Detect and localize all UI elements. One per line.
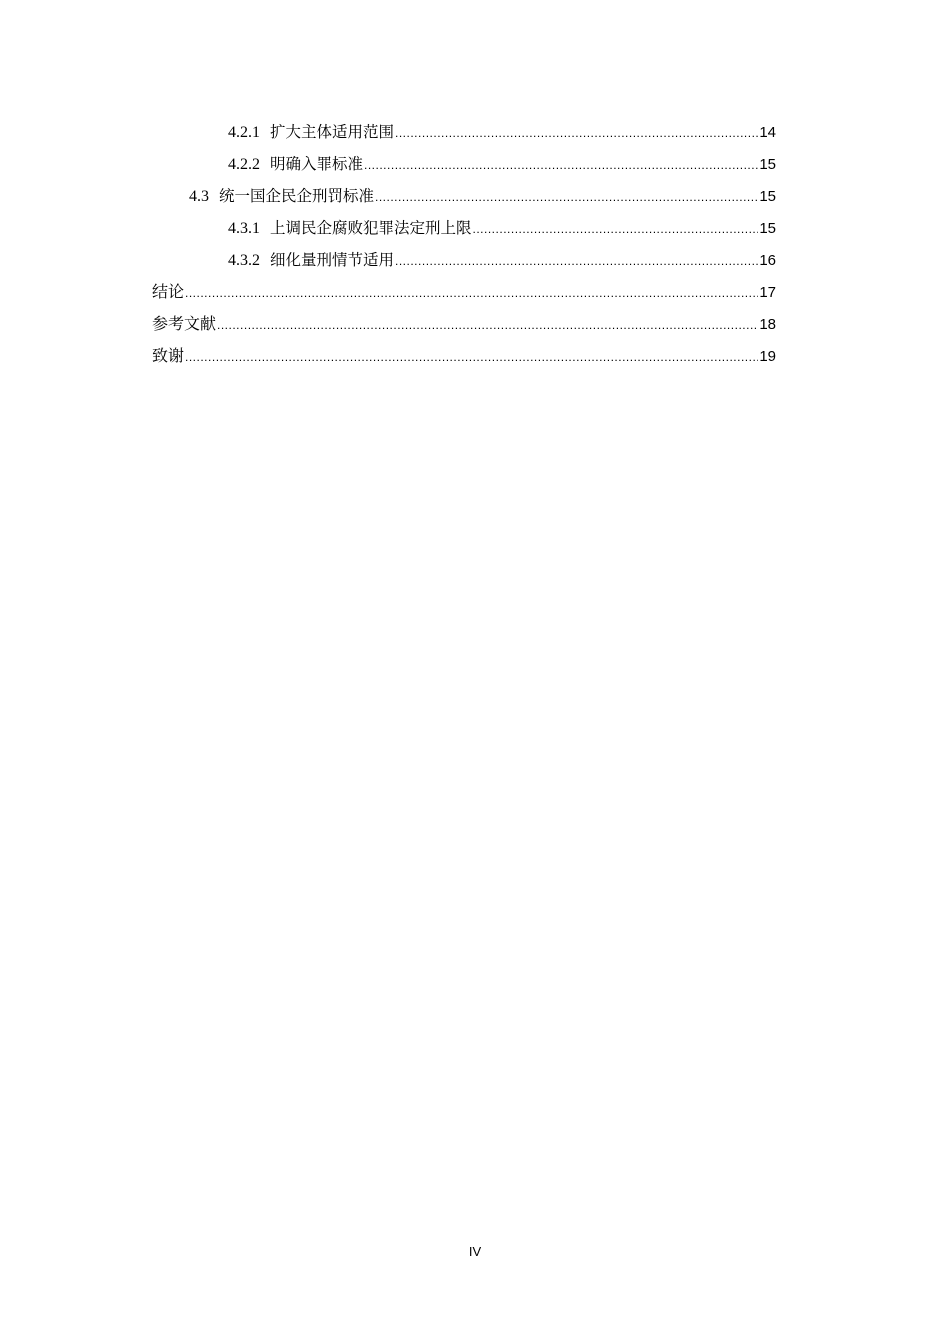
- toc-entry-title: 明确入罪标准: [270, 155, 364, 173]
- toc-entry-conclusion[interactable]: [152, 276, 776, 308]
- toc-entry-number: 4.3: [189, 188, 209, 205]
- dot-leader: [364, 149, 758, 181]
- toc-entry-page: 14: [759, 124, 776, 141]
- toc-entry-page: 18: [759, 316, 776, 333]
- toc-entry-acknowledgements[interactable]: [152, 340, 776, 372]
- toc-entry-page: 17: [759, 284, 776, 301]
- toc-entry-page: 15: [759, 188, 776, 205]
- page-number: IV: [468, 1244, 482, 1259]
- dot-leader: [395, 245, 758, 277]
- toc-entry-page: 15: [759, 220, 776, 237]
- dot-leader: [473, 213, 759, 245]
- toc-entry-number: 4.3.2: [228, 252, 260, 269]
- toc-entry-4-2-2[interactable]: [152, 148, 776, 180]
- toc-entry-4-2-1[interactable]: [152, 116, 776, 148]
- page-footer: [0, 1244, 950, 1259]
- toc-entry-title: 致谢: [152, 346, 185, 365]
- toc-entry-page: 15: [759, 156, 776, 173]
- toc-entry-title: 统一国企民企刑罚标准: [219, 187, 375, 205]
- toc-entry-references[interactable]: [152, 308, 776, 340]
- toc-entry-4-3-1[interactable]: [152, 212, 776, 244]
- dot-leader: [217, 309, 758, 341]
- dot-leader: [395, 117, 758, 149]
- toc-entry-4-3[interactable]: [152, 180, 776, 212]
- toc-entry-4-3-2[interactable]: [152, 244, 776, 276]
- dot-leader: [185, 341, 758, 373]
- toc-entry-number: 4.3.1: [228, 220, 260, 237]
- toc-entry-title: 参考文献: [152, 314, 217, 333]
- toc-entry-title: 结论: [152, 282, 185, 301]
- dot-leader: [185, 277, 758, 309]
- toc-entry-title: 细化量刑情节适用: [270, 251, 395, 269]
- toc-entry-title: 扩大主体适用范围: [270, 123, 395, 141]
- toc-entry-page: 16: [759, 252, 776, 269]
- toc-entry-number: 4.2.2: [228, 156, 260, 173]
- toc-entry-number: 4.2.1: [228, 124, 260, 141]
- toc-entry-page: 19: [759, 348, 776, 365]
- table-of-contents: [152, 116, 776, 372]
- toc-entry-title: 上调民企腐败犯罪法定刑上限: [270, 219, 472, 237]
- dot-leader: [375, 181, 758, 213]
